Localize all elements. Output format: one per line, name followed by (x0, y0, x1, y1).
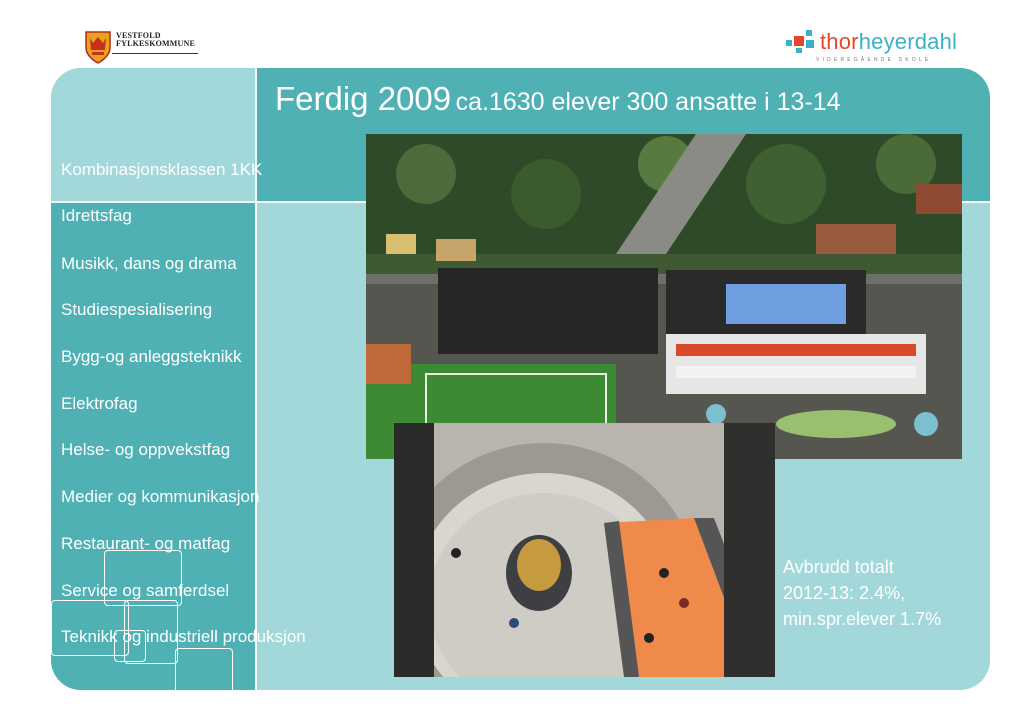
slide-title (275, 80, 841, 118)
title-details: ca.1630 elever 300 ansatte i 13-14 (455, 88, 841, 116)
dropout-stats (783, 554, 941, 632)
stats-line-3: min.spr.elever 1.7% (783, 609, 942, 629)
top-left-block (51, 68, 255, 201)
decorative-square (175, 648, 233, 690)
program-item: Idrettsfag (61, 206, 132, 225)
aerial-school-photo (366, 134, 962, 459)
program-item: Restaurant- og matfag (61, 534, 231, 553)
program-item: Elektrofag (61, 394, 138, 413)
program-item: Helse- og oppvekstfag (61, 440, 231, 459)
program-item: Teknikk og industriell produksjon (61, 627, 306, 646)
logo-line-2: FYLKESKOMMUNE (116, 39, 196, 48)
logo-underline (112, 53, 198, 54)
program-item: Studiespesialisering (61, 300, 213, 319)
stats-line-2: 2012-13: 2.4%, (783, 583, 906, 603)
school-logo-icon (786, 28, 818, 56)
title-main: Ferdig 2009 (275, 80, 452, 117)
logo-word-heyerdahl: heyerdahl (858, 29, 958, 54)
vestfold-logo (84, 30, 195, 64)
program-item: Musikk, dans og drama (61, 254, 237, 273)
interior-atrium-photo (394, 423, 775, 677)
program-item: Kombinasjonsklassen 1KK (61, 160, 263, 179)
school-logo-wordmark (820, 29, 957, 55)
program-item: Service og samferdsel (61, 581, 230, 600)
program-item: Bygg-og anleggsteknikk (61, 347, 242, 366)
vestfold-logo-text (116, 32, 195, 48)
coat-of-arms-icon (84, 30, 112, 64)
logo-word-thor: thor (820, 29, 859, 54)
program-item: Medier og kommunikasjon (61, 487, 260, 506)
school-logo-subtitle: VIDEREGÅENDE SKOLE (816, 57, 932, 63)
logo-line-1: VESTFOLD (116, 31, 161, 40)
thor-heyerdahl-logo (786, 26, 976, 66)
stats-line-1: Avbrudd totalt (783, 557, 894, 577)
